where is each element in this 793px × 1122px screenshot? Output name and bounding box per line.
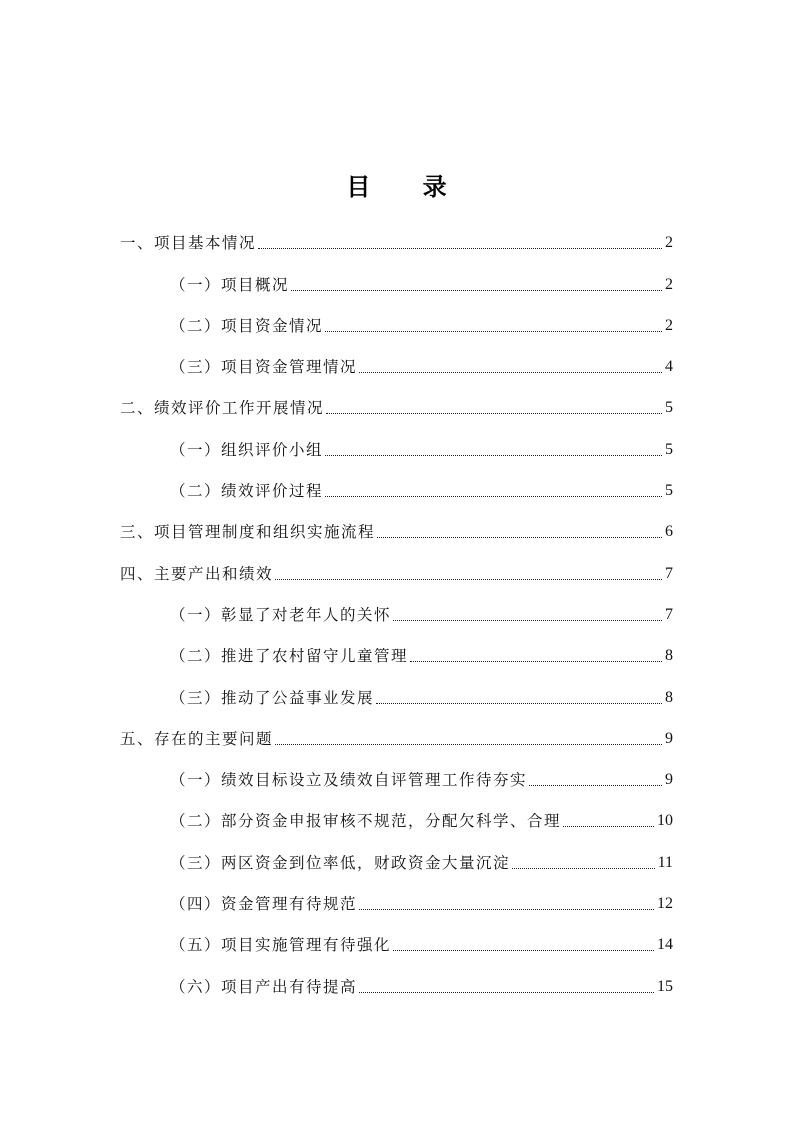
dot-leader <box>359 992 654 993</box>
dot-leader <box>529 785 662 786</box>
toc-entry-text: （二）推进了农村留守儿童管理 <box>170 647 409 666</box>
toc-page-number: 12 <box>657 895 673 913</box>
toc-entry-text: 五、存在的主要问题 <box>120 729 274 748</box>
dot-leader <box>326 413 662 414</box>
dot-leader <box>563 826 654 827</box>
dot-leader <box>376 703 662 704</box>
toc-entry-text: （一）绩效目标设立及绩效自评管理工作待夯实 <box>170 771 528 790</box>
toc-entry-text: （一）组织评价小组 <box>170 440 324 459</box>
toc-section-entry[interactable] <box>120 503 673 544</box>
toc-entry-text: （一）项目概况 <box>170 275 290 294</box>
toc-entry-text: （四）资金管理有待规范 <box>170 895 358 914</box>
dot-leader <box>359 909 654 910</box>
toc-subsection-entry[interactable] <box>120 875 673 916</box>
toc-entry-text: （一）彰显了对老年人的关怀 <box>170 605 392 624</box>
toc-page-number: 4 <box>665 358 673 376</box>
toc-title: 目 录 <box>346 173 469 201</box>
toc-page-number: 6 <box>665 523 673 541</box>
dot-leader <box>410 661 662 662</box>
toc-section-entry[interactable] <box>120 710 673 751</box>
toc-subsection-entry[interactable] <box>120 255 673 296</box>
toc-subsection-entry[interactable] <box>120 751 673 792</box>
toc-subsection-entry[interactable] <box>120 668 673 709</box>
toc-page-number: 10 <box>657 812 673 830</box>
toc-page-number: 9 <box>665 729 673 747</box>
toc-subsection-entry[interactable] <box>120 627 673 668</box>
toc-entry-text: 一、项目基本情况 <box>120 234 257 253</box>
dot-leader <box>325 496 662 497</box>
dot-leader <box>359 372 662 373</box>
toc-page-number: 2 <box>665 234 673 252</box>
toc-page-number: 15 <box>657 977 673 995</box>
table-of-contents <box>120 214 673 999</box>
dot-leader <box>393 950 654 951</box>
dot-leader <box>275 744 662 745</box>
toc-entry-text: （二）部分资金申报审核不规范，分配欠科学、合理 <box>170 812 562 831</box>
toc-entry-text: （三）项目资金管理情况 <box>170 358 358 377</box>
toc-page-number: 7 <box>665 564 673 582</box>
toc-section-entry[interactable] <box>120 379 673 420</box>
dot-leader <box>377 537 662 538</box>
toc-entry-text: 三、项目管理制度和组织实施流程 <box>120 523 376 542</box>
toc-entry-text: （二）绩效评价过程 <box>170 482 324 501</box>
toc-subsection-entry[interactable] <box>120 297 673 338</box>
toc-page-number: 2 <box>665 275 673 293</box>
toc-page-number: 11 <box>657 853 673 871</box>
toc-entry-text: 四、主要产出和绩效 <box>120 564 274 583</box>
toc-subsection-entry[interactable] <box>120 916 673 957</box>
dot-leader <box>275 579 662 580</box>
dot-leader <box>258 248 662 249</box>
toc-subsection-entry[interactable] <box>120 957 673 998</box>
toc-entry-text: （六）项目产出有待提高 <box>170 977 358 996</box>
toc-page-number: 14 <box>657 936 673 954</box>
toc-page-number: 8 <box>665 647 673 665</box>
dot-leader <box>393 620 662 621</box>
dot-leader <box>325 331 662 332</box>
toc-entry-text: 二、绩效评价工作开展情况 <box>120 399 325 418</box>
toc-page-number: 5 <box>665 482 673 500</box>
toc-entry-text: （五）项目实施管理有待强化 <box>170 936 392 955</box>
toc-entry-text: （二）项目资金情况 <box>170 316 324 335</box>
toc-page-number: 9 <box>665 771 673 789</box>
toc-subsection-entry[interactable] <box>120 833 673 874</box>
toc-section-entry[interactable] <box>120 544 673 585</box>
dot-leader <box>512 868 655 869</box>
toc-subsection-entry[interactable] <box>120 586 673 627</box>
toc-page-number: 7 <box>665 605 673 623</box>
toc-page-number: 8 <box>665 688 673 706</box>
toc-section-entry[interactable] <box>120 214 673 255</box>
toc-page-number: 2 <box>665 316 673 334</box>
dot-leader <box>291 290 662 291</box>
toc-entry-text: （三）两区资金到位率低，财政资金大量沉淀 <box>170 853 511 872</box>
toc-entry-text: （三）推动了公益事业发展 <box>170 688 375 707</box>
dot-leader <box>325 455 662 456</box>
toc-page-number: 5 <box>665 440 673 458</box>
toc-subsection-entry[interactable] <box>120 462 673 503</box>
toc-page-number: 5 <box>665 399 673 417</box>
toc-subsection-entry[interactable] <box>120 338 673 379</box>
toc-subsection-entry[interactable] <box>120 792 673 833</box>
toc-subsection-entry[interactable] <box>120 420 673 461</box>
